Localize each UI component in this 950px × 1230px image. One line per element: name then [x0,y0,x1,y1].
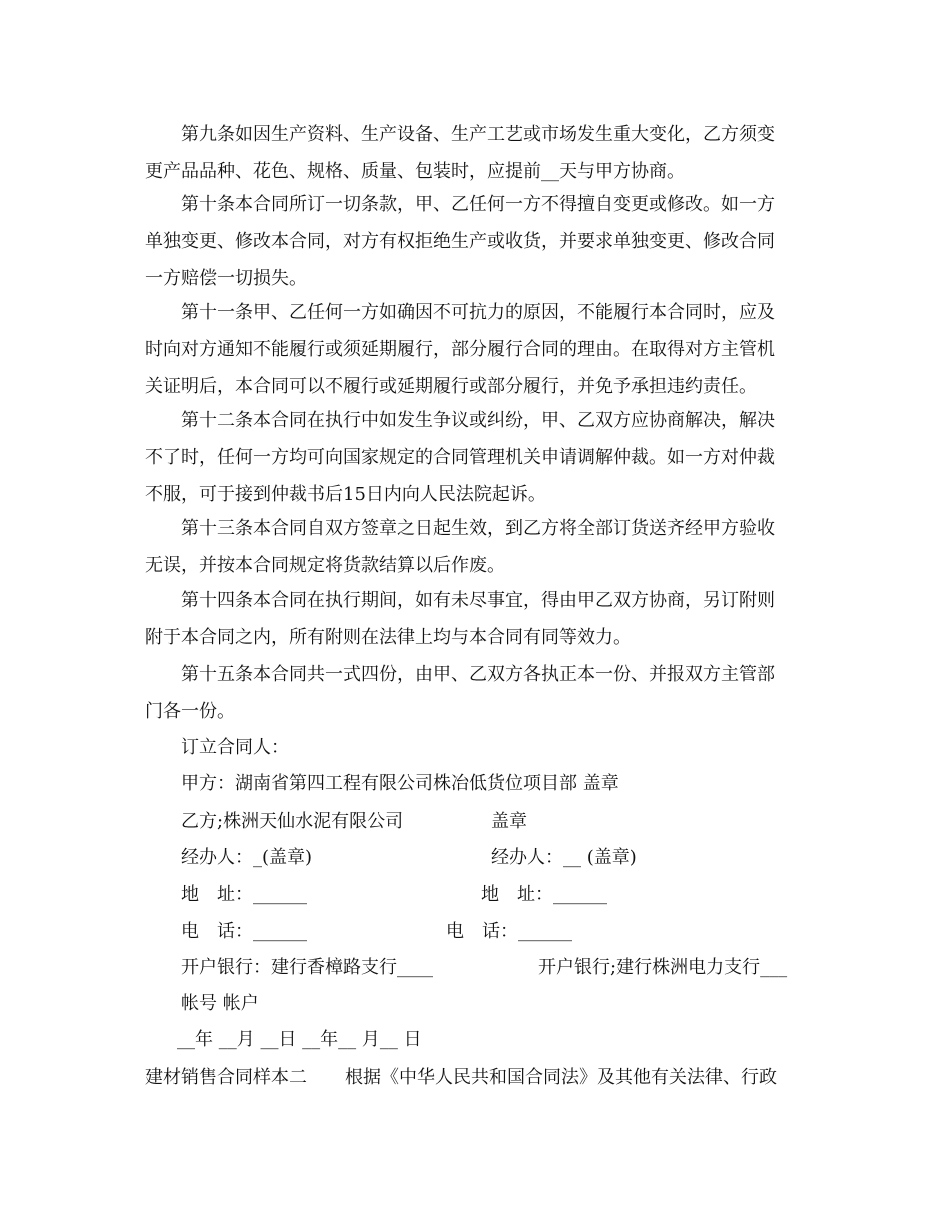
bank-b: 开户银行;建行株洲电力支行___ [538,957,788,978]
article-13 [145,510,800,584]
article-line: 门各一份。 [145,701,235,722]
article-line: 无误，并按本合同规定将货款结算以后作废。 [145,555,505,576]
party-a: 甲方：湖南省第四工程有限公司株冶低货位项目部 盖章 [181,773,619,794]
article-line: 第十五条本合同共一式四份，由甲、乙双方各执正本一份、并报双方主管部 [181,664,775,685]
article-line: 更产品品种、花色、规格、质量、包装时，应提前__天与甲方协商。 [145,161,685,182]
article-line: 第十一条甲、乙任何一方如确因不可抗力的原因，不能履行本合同时，应及 [181,302,775,323]
article-line: 关证明后，本合同可以不履行或延期履行或部分履行，并免予承担违约责任。 [145,376,757,397]
article-line: 时向对方通知不能履行或须延期履行，部分履行合同的理由。在取得对方主管机 [145,339,775,360]
agent-a: 经办人：_(盖章) [181,847,313,868]
party-b: 乙方;株洲天仙水泥有限公司 [181,811,404,832]
article-15 [145,656,800,730]
article-line: 第十四条本合同在执行期间，如有未尽事宜，得由甲乙双方协商，另订附则 [181,590,775,611]
phone-a: 电 话：______ [181,921,307,942]
article-line: 第九条如因生产资料、生产设备、生产工艺或市场发生重大变化，乙方须变 [181,124,775,145]
bank-a: 开户银行：建行香樟路支行____ [181,957,433,978]
article-12 [145,402,800,513]
article-line: 一方赔偿一切损失。 [145,268,307,289]
phone-b: 电 话：______ [446,921,572,942]
agent-b: 经办人：__ (盖章) [491,847,637,868]
article-line: 第十二条本合同在执行中如发生争议或纠纷，甲、乙双方应协商解决，解决 [181,410,775,431]
article-9 [145,116,800,190]
article-line: 第十条本合同所订一切条款，甲、乙任何一方不得擅自变更或修改。如一方 [181,194,775,215]
article-line: 第十三条本合同自双方签章之日起生效，到乙方将全部订货送齐经甲方验收 [181,518,775,539]
sample-intro: 根据《中华人民共和国合同法》及其他有关法律、行政 [345,1067,777,1088]
account-label: 帐号 帐户 [181,993,259,1014]
signing-heading: 订立合同人： [181,737,289,758]
article-11 [145,294,800,405]
address-a: 地 址：______ [181,884,307,905]
article-line: 单独变更、修改本合同，对方有权拒绝生产或收货，并要求单独变更、修改合同 [145,231,775,252]
sample-title: 建材销售合同样本二 [145,1067,307,1088]
party-b-seal: 盖章 [491,811,527,832]
article-14 [145,582,800,656]
signing-dates: __年 __月 __日 __年__ 月__ 日 [177,1029,422,1050]
address-b: 地 址：______ [481,884,607,905]
article-line: 不服，可于接到仲裁书后15日内向人民法院起诉。 [145,484,546,505]
article-line: 附于本合同之内，所有附则在法律上均与本合同有同等效力。 [145,627,631,648]
article-line: 不了时，任何一方均可向国家规定的合同管理机关申请调解仲裁。如一方对仲裁 [145,447,775,468]
article-10 [145,186,800,297]
